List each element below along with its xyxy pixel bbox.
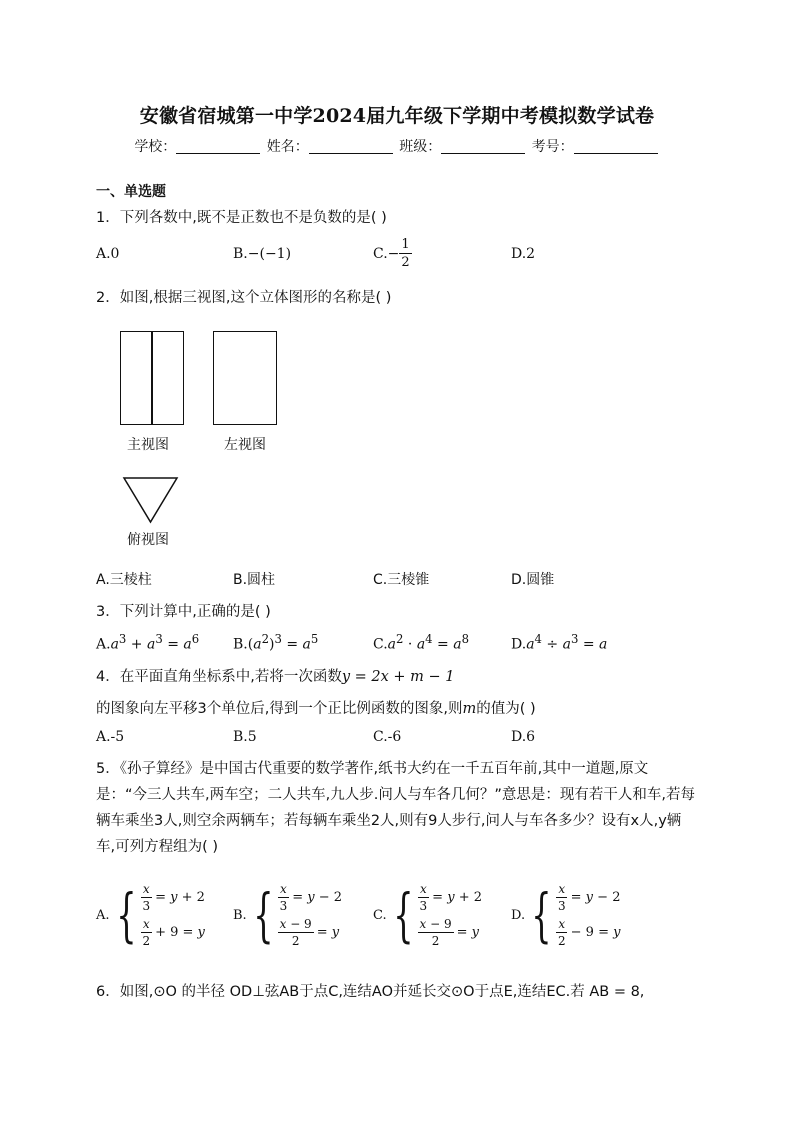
q5-option-b: B. { $\frac{x}{3}$ = y − 2 $\frac{x - 9}{2}$ = y [233,881,343,949]
question-3-stem: 3．下列计算中,正确的是( ) [96,604,271,620]
question-6-stem: 6．如图,⊙O 的半径 OD⊥弦AB于点C,连结AO并延长交⊙O于点E,连结EC.若 AB = 8, [96,984,645,1000]
q2-option-b: B.圆柱 [233,572,276,588]
q1-option-a: A.0 [96,246,120,262]
front-view-figure [120,331,184,425]
page-title: 安徽省宿城第一中学2024届九年级下学期中考模拟数学试卷 [139,105,655,127]
q3-option-d: $D.a^4 \div a^3 = a$ [511,632,608,653]
school-blank [176,139,260,154]
exam-number-blank [574,139,658,154]
q4-option-d: D.6 [511,729,536,745]
q4-option-a: A.-5 [96,729,125,745]
q5-option-a: A. { $\frac{x}{3}$ = y + 2 $\frac{x}{2}$ + 9 = y [96,881,205,949]
q1-option-b: B.−(−1) [233,246,292,262]
question-4-stem-line2: 的图象向左平移3个单位后,得到一个正比例函数的图象,则m的值为( ) [96,701,536,717]
q2-option-c: C.三棱锥 [373,572,430,588]
left-view-figure [213,331,277,425]
q2-option-a: A.三棱柱 [96,572,152,588]
name-blank [309,139,393,154]
question-4-stem-line1: 4．在平面直角坐标系中,若将一次函数y = 2x + m − 1 [96,669,455,685]
name-label: 姓名： [266,139,309,155]
exam-number-label: 考号： [531,139,574,155]
q3-option-b: $B.(a^2)^3 = a^5$ [233,632,319,653]
top-view-label: 俯视图 [127,532,169,548]
q3-option-c: $C.a^2 \cdot a^4 = a^8$ [373,632,470,653]
section-title: 一、单选题 [96,184,166,200]
q4-option-c: C.-6 [373,729,402,745]
class-label: 班级： [399,139,442,155]
class-blank [441,139,525,154]
question-5-stem: 5．《孙子算经》是中国古代重要的数学著作,纸书大约在一千五百年前,其中一道题,原文是：“今三人共车,两车空；二人共车,九人步.问人与车各几何？”意思是：现有若干人和车,若每辆车乘坐3人,则空余两辆车；若每辆车乘坐2人,则有9人步行,问人与车各多少？设有x人,y辆车,可列方程组为( ) [96,761,695,855]
school-label: 学校： [134,139,177,155]
left-view-label: 左视图 [224,437,266,453]
front-view-label: 主视图 [127,437,169,453]
q3-option-a: $A.a^3 + a^3 = a^6$ [96,632,200,653]
q5-option-c: C. { $\frac{x}{3}$ = y + 2 $\frac{x - 9}{2}$ = y [373,881,482,949]
q5-option-d: D. { $\frac{x}{3}$ = y − 2 $\frac{x}{2}$ − 9 = y [511,881,621,949]
q4-option-b: B.5 [233,729,257,745]
q1-option-d: D.2 [511,246,536,262]
q1-option-c: C.− $\frac{1}{2}$ [373,237,410,270]
top-view-figure [122,476,180,526]
front-view-divider [151,332,153,424]
question-1-stem: 1．下列各数中,既不是正数也不是负数的是( ) [96,210,387,226]
student-info-line [0,136,794,156]
question-2-stem: 2．如图,根据三视图,这个立体图形的名称是( ) [96,290,392,306]
q2-option-d: D.圆锥 [511,572,555,588]
